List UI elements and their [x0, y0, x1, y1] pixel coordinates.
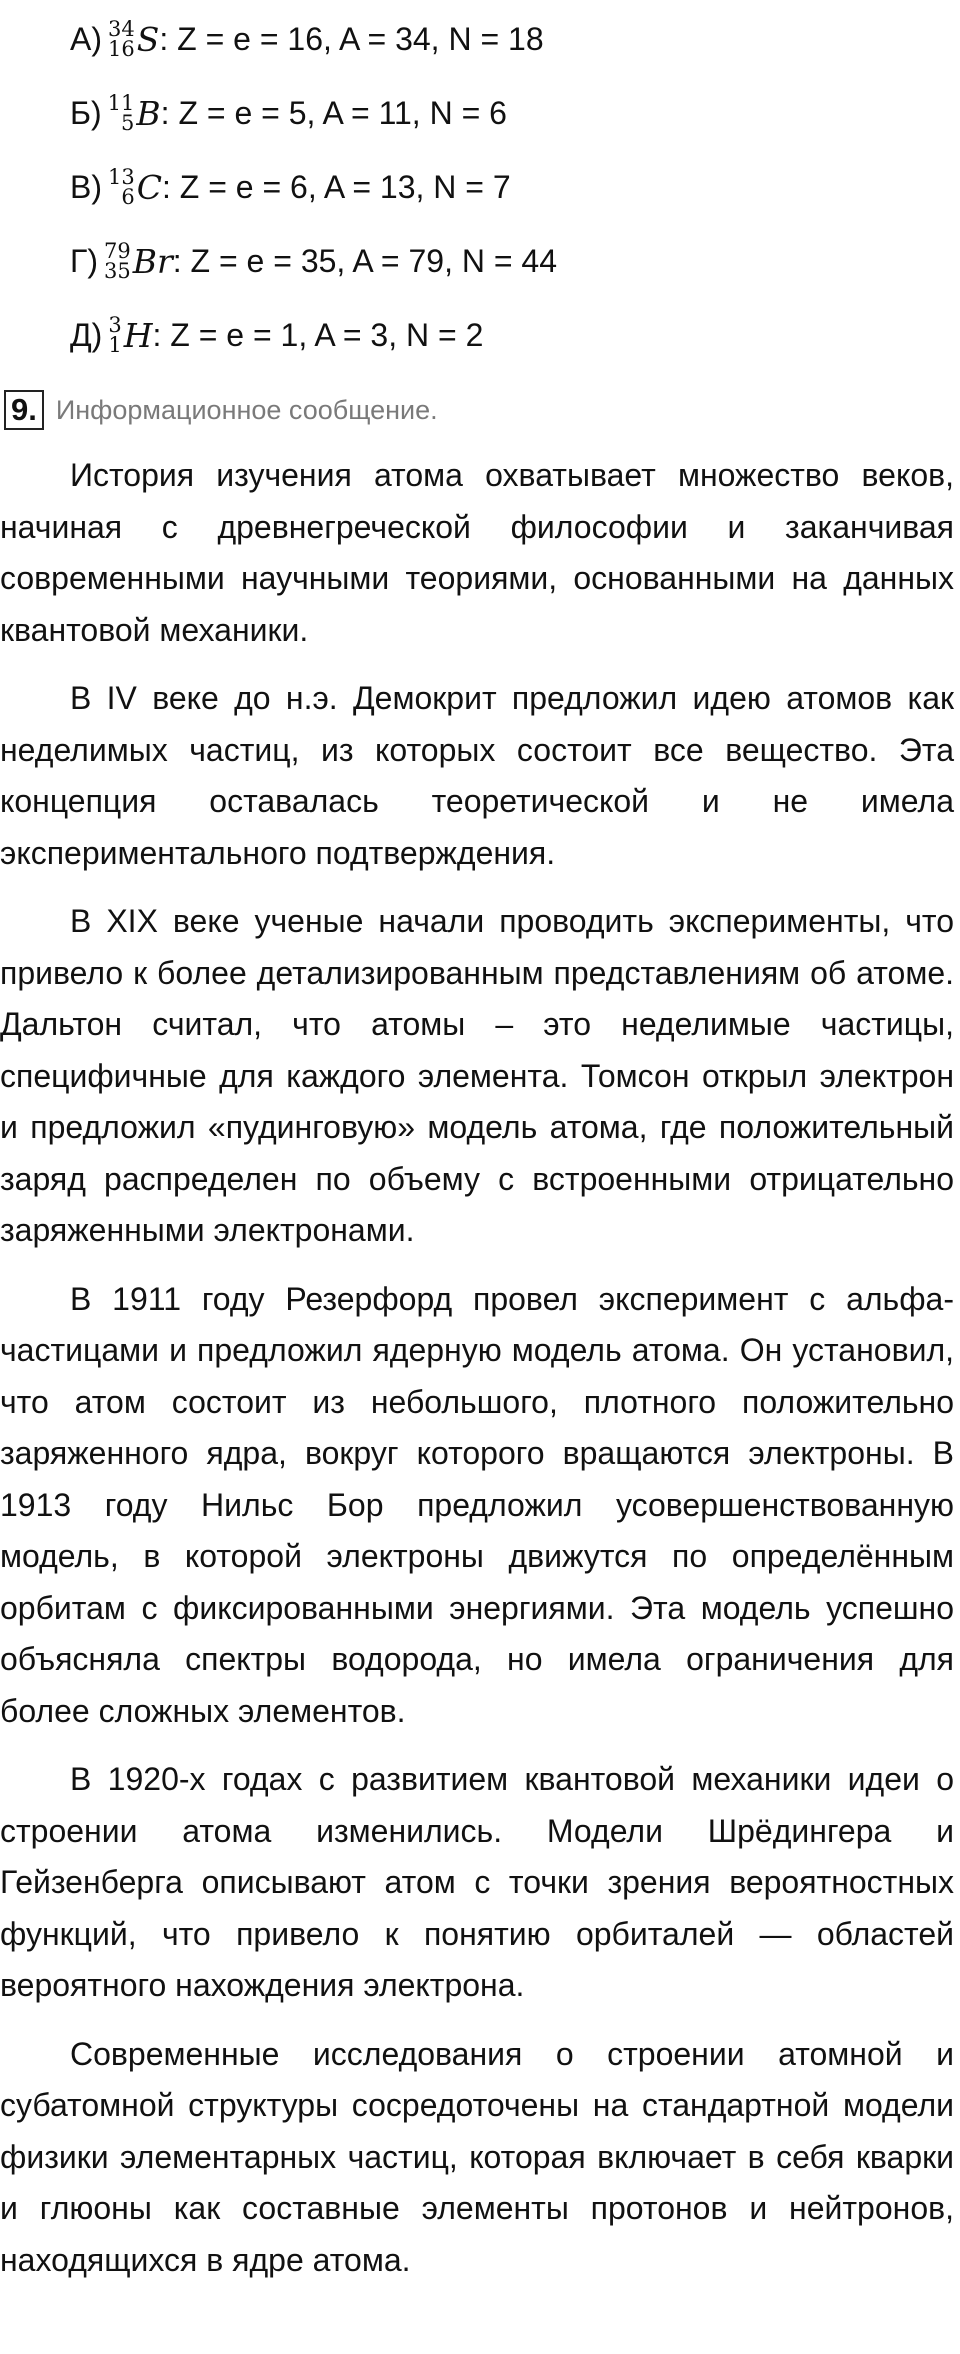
- mass-number: 3: [108, 313, 122, 337]
- isotope-item-a: [70, 9, 544, 69]
- item-letter: В): [70, 168, 102, 205]
- mass-number: 11: [107, 91, 135, 115]
- element-symbol: H: [123, 315, 153, 355]
- paragraph-intro: История изучения атома охватывает множество веков, начиная с древнегреческой философии и заканчивая современными научными теориями, основанными на данных квантовой механики.: [0, 457, 954, 648]
- atomic-number: 1: [108, 333, 122, 357]
- isotope-values: : Z = e = 5, A = 11, N = 6: [160, 94, 507, 131]
- isotope-item-b: [70, 83, 507, 143]
- isotope-item-c: [70, 157, 511, 217]
- task-label: Информационное сообщение.: [55, 394, 438, 425]
- isotope-item-e: [70, 305, 483, 365]
- element-symbol: S: [136, 19, 160, 59]
- task-header: [0, 382, 438, 438]
- item-letter: А): [70, 20, 102, 57]
- nuclide-notation: [104, 241, 173, 281]
- nuclide-notation: [108, 167, 162, 207]
- atomic-number: 35: [103, 259, 131, 283]
- mass-number: 13: [108, 165, 135, 189]
- report-text: [0, 450, 954, 2303]
- mass-number: 34: [108, 17, 135, 41]
- task-number-badge: 9.: [4, 390, 44, 430]
- element-symbol: C: [136, 167, 162, 207]
- isotope-item-d: [70, 231, 557, 291]
- nuclide-notation: [108, 19, 159, 59]
- isotope-values: : Z = e = 16, A = 34, N = 18: [159, 20, 544, 57]
- paragraph-modern-research: Современные исследования о строении атомной и субатомной структуры сосредоточены на стандартной модели физики элементарных частиц, которая включает в себя кварки и глюоны как составные элементы протонов и нейтронов, находящихся в ядре атома.: [0, 2035, 954, 2278]
- paragraph-quantum-mechanics: В 1920-х годах с развитием квантовой механики идеи о строении атома изменились. Модели Шрёдингера и Гейзенберга описывают атом с точки зрения вероятностных функций, что привело к понятию орбиталей — областей вероятного нахождения электрона.: [0, 1761, 954, 2003]
- atomic-number: 16: [108, 37, 135, 61]
- paragraph-democritus: В IV веке до н.э. Демокрит предложил идею атомов как неделимых частиц, из которых состоит все вещество. Эта концепция оставалась теоретической и не имела экспериментального подтверждения.: [0, 680, 954, 871]
- nuclide-notation: [108, 315, 152, 355]
- mass-number: 79: [103, 239, 131, 263]
- element-symbol: Br: [132, 241, 173, 281]
- isotope-values: : Z = e = 1, A = 3, N = 2: [152, 316, 484, 353]
- atomic-number: 6: [121, 185, 135, 209]
- item-letter: Г): [70, 242, 98, 279]
- item-letter: Д): [70, 316, 103, 353]
- isotope-values: : Z = e = 35, A = 79, N = 44: [172, 242, 558, 279]
- item-letter: Б): [70, 94, 102, 131]
- nuclide-notation: [108, 93, 161, 133]
- element-symbol: B: [136, 93, 161, 133]
- isotope-values: : Z = e = 6, A = 13, N = 7: [161, 168, 511, 205]
- paragraph-rutherford-bohr: В 1911 году Резерфорд провел эксперимент с альфа-частицами и предложил ядерную модель атома. Он установил, что атом состоит из небольшого, плотного положительно заряженного ядра, вокруг которого вращаются электроны. В 1913 году Нильс Бор предложил усовершенствованную модель, в которой электроны движутся по определённым орбитам с фиксированными энергиями. Эта модель успешно объясняла спектры водорода, но имела ограничения для более сложных элементов.: [0, 1280, 954, 1729]
- atomic-number: 5: [121, 111, 135, 135]
- paragraph-nineteenth-century: В XIX веке ученые начали проводить эксперименты, что привело к более детализированным представлениям об атоме. Дальтон считал, что атомы – это неделимые частицы, специфичные для каждого элемента. Томсон открыл электрон и предложил «пудинговую» модель атома, где положительный заряд распределен по объему с встроенными отрицательно заряженными электронами.: [0, 903, 954, 1248]
